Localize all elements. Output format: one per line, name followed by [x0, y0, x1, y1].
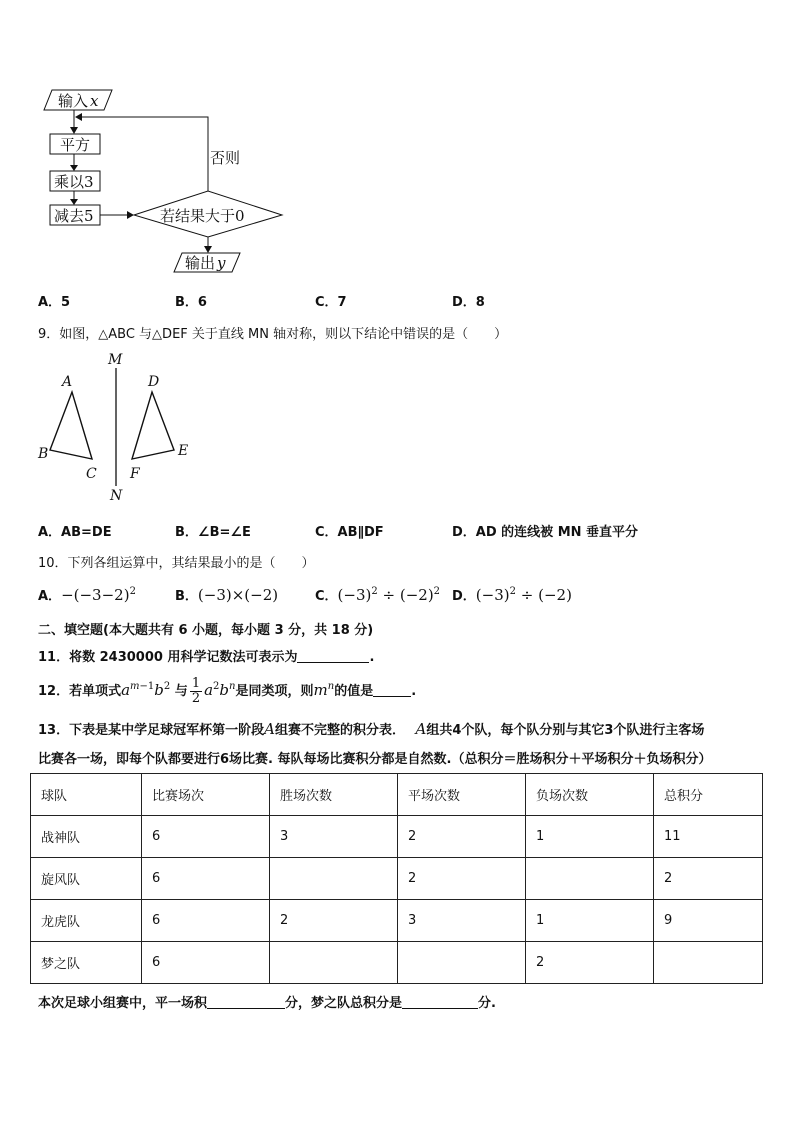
header-cell: 比赛场次 — [142, 774, 270, 816]
q12-blank[interactable] — [373, 684, 411, 697]
input-var: x — [90, 92, 99, 110]
label-a: A — [62, 374, 73, 390]
section-2-heading: 二、填空题(本大题共有 6 小题，每小题 3 分，共 18 分) — [38, 623, 374, 638]
table-cell: 龙虎队 — [31, 900, 142, 942]
q11-blank[interactable] — [297, 650, 369, 663]
table-cell — [654, 942, 763, 984]
symmetry-figure — [30, 348, 200, 508]
table-cell: 2 — [398, 816, 526, 858]
label-d: D — [148, 374, 160, 390]
table-cell: 战神队 — [31, 816, 142, 858]
table-cell: 2 — [270, 900, 398, 942]
q13-line1: 13．下表是某中学足球冠军杯第一阶段A组赛不完整的积分表． A组共4个队，每个队分别与其它3个队进行主客场 — [38, 720, 705, 738]
table-cell: 1 — [526, 900, 654, 942]
q9-option-a: A．AB=DE — [38, 525, 112, 540]
q9-stem: 9．如图，△ABC 与△DEF 关于直线 MN 轴对称，则以下结论中错误的是（ ） — [38, 327, 508, 342]
table-cell: 梦之队 — [31, 942, 142, 984]
q13-line2: 比赛各一场，即每个队都要进行6场比赛. 每队每场比赛积分都是自然数.（总积分＝胜场积分＋平场积分＋负场积分） — [38, 752, 712, 767]
table-cell — [270, 942, 398, 984]
table-cell: 6 — [142, 900, 270, 942]
table-cell: 3 — [270, 816, 398, 858]
triangle-abc — [50, 392, 92, 459]
svg-text:输出y — [185, 254, 226, 272]
q10-stem: 10．下列各组运算中，其结果最小的是（ ） — [38, 556, 315, 571]
table-cell: 6 — [142, 816, 270, 858]
flowchart — [30, 85, 300, 280]
table-cell: 6 — [142, 858, 270, 900]
q9-option-c: C．AB∥DF — [315, 525, 384, 540]
square-label: 平方 — [60, 136, 91, 154]
q10-option-a: A．$-(-3-2)^2$ — [38, 586, 136, 604]
label-m: M — [108, 352, 123, 368]
table-cell: 2 — [398, 858, 526, 900]
table-cell: 11 — [654, 816, 763, 858]
multiply-label: 乘以3 — [54, 173, 94, 191]
header-cell: 球队 — [31, 774, 142, 816]
svg-text:输入x — [58, 92, 99, 110]
table-header-row — [31, 774, 763, 816]
q11: 11．将数 2430000 用科学记数法可表示为 . — [38, 650, 375, 665]
table-cell: 3 — [398, 900, 526, 942]
score-table — [30, 773, 763, 984]
q13-footer: 本次足球小组赛中，平一场积 分，梦之队总积分是 分. — [38, 996, 496, 1011]
header-cell: 平场次数 — [398, 774, 526, 816]
table-cell: 2 — [654, 858, 763, 900]
label-n: N — [110, 488, 123, 504]
table-row — [31, 858, 763, 900]
header-cell: 总积分 — [654, 774, 763, 816]
triangle-def — [132, 392, 174, 459]
subtract-label: 减去5 — [54, 207, 94, 225]
label-b: B — [38, 446, 49, 462]
q8-option-a: A．5 — [38, 295, 71, 310]
table-cell — [398, 942, 526, 984]
q10-option-c: C．$(-3)^2 \div (-2)^2$ — [315, 586, 441, 604]
input-label: 输入 — [58, 92, 89, 110]
output-var: y — [217, 254, 226, 272]
q8-option-b: B．6 — [175, 295, 207, 310]
q10-option-b: B．(−3)×(−2) — [175, 586, 279, 604]
q9-option-d: D．AD 的连线被 MN 垂直平分 — [452, 525, 639, 540]
table-cell — [270, 858, 398, 900]
table-cell: 6 — [142, 942, 270, 984]
output-label: 输出 — [185, 254, 216, 272]
q12: 12．若单项式$a^{m-1}b^2$ 与 $\frac{1}{2}$ $a^2b^n$是同类项，则$m^n$的值是 . — [38, 676, 417, 706]
table-cell: 旋风队 — [31, 858, 142, 900]
else-label: 否则 — [210, 149, 241, 167]
table-row — [31, 942, 763, 984]
q8-option-d: D．8 — [452, 295, 485, 310]
table-cell: 2 — [526, 942, 654, 984]
table-cell — [526, 858, 654, 900]
q13-blank-1[interactable] — [207, 996, 285, 1009]
label-f: F — [130, 466, 140, 482]
q8-option-c: C．7 — [315, 295, 347, 310]
condition-label: 若结果大于0 — [160, 207, 245, 225]
loop-arrow — [82, 117, 208, 191]
table-row — [31, 900, 763, 942]
header-cell: 负场次数 — [526, 774, 654, 816]
header-cell: 胜场次数 — [270, 774, 398, 816]
table-cell: 1 — [526, 816, 654, 858]
table-cell: 9 — [654, 900, 763, 942]
label-c: C — [86, 466, 97, 482]
label-e: E — [178, 443, 189, 459]
table-row — [31, 816, 763, 858]
q10-option-d: D．$(-3)^2 \div (-2)$ — [452, 586, 572, 604]
q9-option-b: B．∠B=∠E — [175, 525, 251, 540]
q13-blank-2[interactable] — [402, 996, 478, 1009]
